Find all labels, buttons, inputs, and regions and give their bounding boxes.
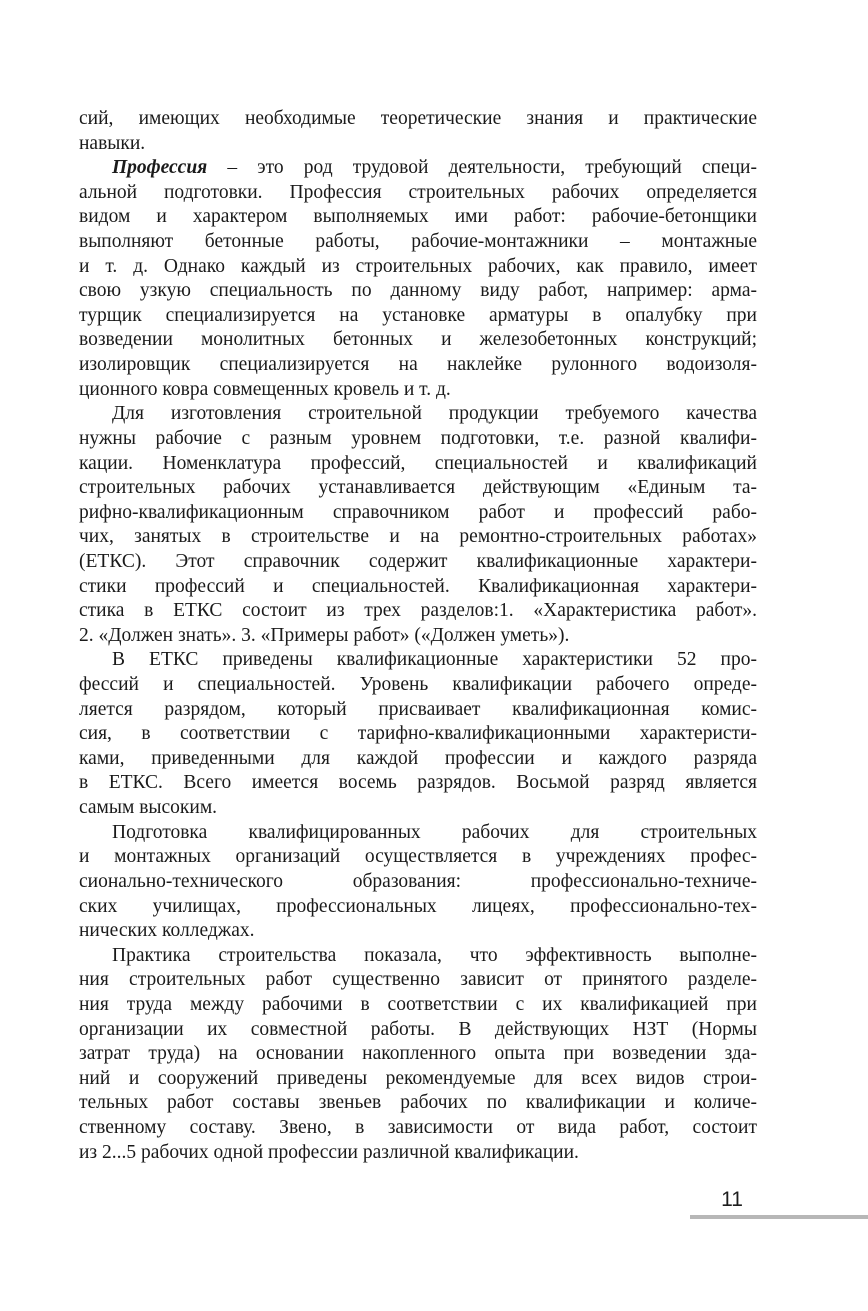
text-line: ских училищах, профессиональных лицеях, профессионально-тех- — [79, 895, 757, 917]
text-line: 2. «Должен знать». 3. «Примеры работ» («Должен уметь»). — [79, 624, 570, 646]
text-line: самым высоким. — [79, 797, 218, 819]
text-line: (ЕТКС). Этот справочник содержит квалификационные характери- — [79, 550, 757, 572]
text-line: сий, имеющих необходимые теоретические знания и практические — [79, 108, 757, 129]
text-line: сия, в соответствии с тарифно-квалификационными характеристи- — [79, 723, 757, 745]
text-line: альной подготовки. Профессия строительных рабочих определяется — [79, 181, 757, 203]
text-line: выполняют бетонные работы, рабочие-монтажники – монтажные — [79, 231, 757, 253]
text-line: рифно-квалификационным справочником работ и профессий рабо- — [79, 501, 757, 523]
text-line: ний и сооружений приведены рекомендуемые для всех видов строи- — [79, 1067, 757, 1089]
text-line: возведении монолитных бетонных и железобетонных конструкций; — [79, 329, 757, 351]
text-line: ционного ковра совмещенных кровель и т. д. — [79, 378, 451, 400]
text-line: чих, занятых в строительстве и на ремонтно-строительных работах» — [79, 526, 757, 548]
text-line: турщик специализируется на установке арматуры в опалубку при — [79, 304, 757, 326]
text-line: навыки. — [79, 132, 146, 154]
text-line: ляется разрядом, который присваивает квалификационная комис- — [79, 698, 757, 720]
text-line: Для изготовления строительной продукции требуемого качества — [112, 403, 757, 425]
text-line: сионально-технического образования: профессионально-техниче- — [79, 870, 757, 892]
text-line: затрат труда) на основании накопленного опыта при возведении зда- — [79, 1043, 757, 1065]
body-text — [79, 107, 757, 1165]
text-line: В ЕТКС приведены квалификационные характеристики 52 про- — [112, 649, 757, 671]
text-line: ния строительных работ существенно зависит от принятого разделе- — [79, 969, 757, 991]
text-line: в ЕТКС. Всего имеется восемь разрядов. Восьмой разряд является — [79, 772, 757, 794]
text-line: стика в ЕТКС состоит из трех разделов:1. «Характеристика работ». — [79, 600, 757, 622]
term-lead: Профессия — [112, 157, 208, 179]
text-line: изолировщик специализируется на наклейке рулонного водоизоля- — [79, 354, 757, 376]
footer-rule — [690, 1215, 868, 1219]
text-line: ками, приведенными для каждой профессии и каждого разряда — [79, 747, 757, 769]
text-line: фессий и специальностей. Уровень квалификации рабочего опреде- — [79, 674, 757, 696]
text-line: нужны рабочие с разным уровнем подготовки, т.е. разной квалифи- — [79, 427, 757, 449]
text-line: Практика строительства показала, что эффективность выполне- — [112, 944, 757, 966]
text-line: тельных работ составы звеньев рабочих по квалификации и количе- — [79, 1092, 757, 1114]
text-line: и т. д. Однако каждый из строительных рабочих, как правило, имеет — [79, 255, 757, 277]
text-line: ния труда между рабочими в соответствии с их квалификацией при — [79, 993, 757, 1015]
text-line: свою узкую специальность по данному виду работ, например: арма- — [79, 280, 757, 302]
text-line: и монтажных организаций осуществляется в учреждениях профес- — [79, 846, 757, 868]
text-line: из 2...5 рабочих одной профессии различной квалификации. — [79, 1141, 579, 1163]
text-line: нических колледжах. — [79, 920, 255, 942]
text-line: стики профессий и специальностей. Квалификационная характери- — [79, 575, 757, 597]
text-line: Подготовка квалифицированных рабочих для строительных — [112, 821, 757, 843]
text-line: строительных рабочих устанавливается действующим «Единым та- — [79, 477, 757, 499]
page-number: 11 — [721, 1188, 743, 1211]
text-line: видом и характером выполняемых ими работ: рабочие-бетонщики — [79, 206, 757, 228]
text-line: ственному составу. Звено, в зависимости от вида работ, состоит — [79, 1116, 757, 1138]
text-line: кации. Номенклатура профессий, специальностей и квалификаций — [79, 452, 757, 474]
text-line: организации их совместной работы. В действующих НЗТ (Нормы — [79, 1018, 757, 1040]
text-line: Профессия – это род трудовой деятельности, требующий специ- — [112, 157, 757, 179]
